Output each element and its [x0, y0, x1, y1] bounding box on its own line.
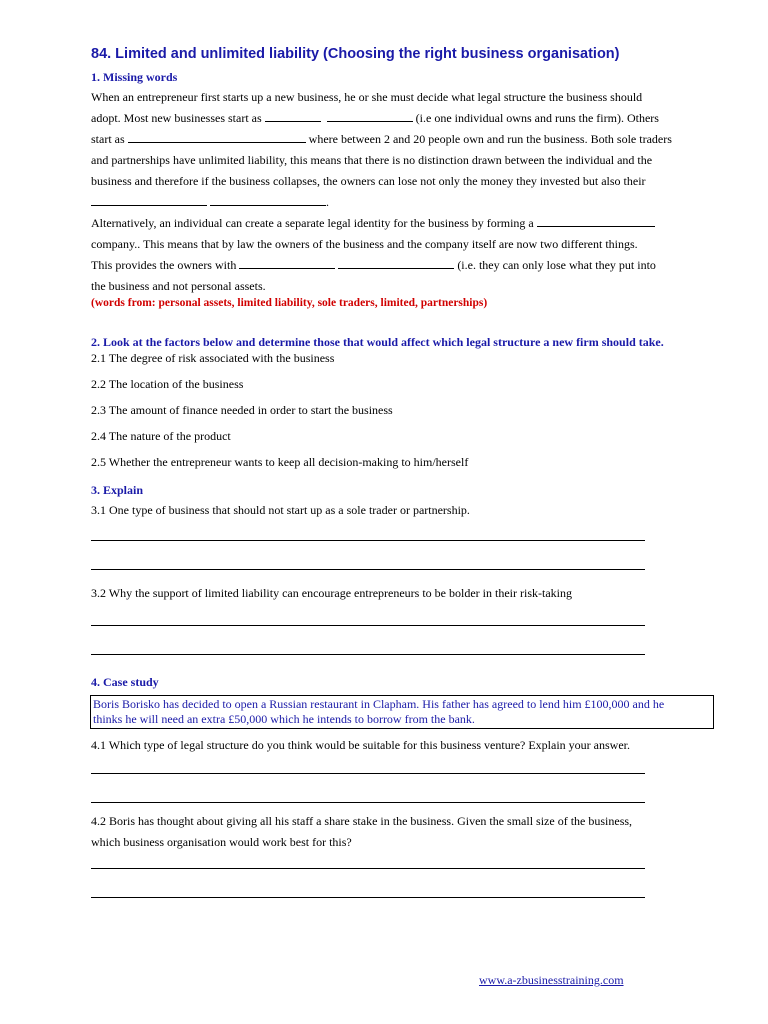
blank[interactable]: [537, 214, 655, 227]
section1-text: When an entrepreneur first starts up a new business, he or she must decide what legal structure the business should: [91, 90, 643, 104]
section1-text: the business and not personal assets.: [91, 279, 266, 293]
worksheet: [91, 46, 711, 898]
factor-item: 2.1 The degree of risk associated with the business: [91, 351, 335, 365]
factor-item: 2.2 The location of the business: [91, 377, 244, 391]
blank[interactable]: [239, 256, 335, 269]
question-3-1: 3.1 One type of business that should not start up as a sole trader or partnership.: [91, 503, 470, 517]
section1-text: .: [91, 192, 711, 213]
case-text: thinks he will need an extra £50,000 which he intends to borrow from the bank.: [93, 712, 475, 726]
section3-heading: 3. Explain: [91, 483, 144, 497]
case-study-box: [90, 695, 714, 729]
answer-line[interactable]: [91, 897, 645, 898]
case-text: Boris Borisko has decided to open a Russian restaurant in Clapham. His father has agreed to lend him £100,000 and he: [93, 697, 665, 711]
answer-line[interactable]: [91, 569, 645, 570]
section1-text: and partnerships have unlimited liability, this means that there is no distinction drawn between the individual and the: [91, 153, 653, 167]
section1-text: adopt. Most new businesses start as (i.e one individual owns and runs the firm). Others: [91, 111, 659, 125]
question-3-2: 3.2 Why the support of limited liability can encourage entrepreneurs to be bolder in their risk-taking: [91, 586, 572, 600]
word-bank: (words from: personal assets, limited liability, sole traders, limited, partnerships): [91, 297, 488, 309]
section1-text: start as where between 2 and 20 people own and run the business. Both sole traders: [91, 132, 672, 146]
section1-text: This provides the owners with (i.e. they can only lose what they put into: [91, 258, 656, 272]
section1-text: company.. This means that by law the owners of the business and the company itself are now two different things.: [91, 237, 638, 251]
page-title: 84. Limited and unlimited liability (Choosing the right business organisation): [91, 46, 620, 62]
blank[interactable]: [327, 109, 413, 122]
section4-heading: 4. Case study: [91, 675, 159, 689]
section1-text: Alternatively, an individual can create a separate legal identity for the business by forming a: [91, 213, 711, 234]
answer-line[interactable]: [91, 625, 645, 626]
answer-line[interactable]: [91, 802, 645, 803]
blank[interactable]: [210, 193, 326, 206]
answer-line[interactable]: [91, 773, 645, 774]
factor-item: 2.5 Whether the entrepreneur wants to keep all decision-making to him/herself: [91, 455, 469, 469]
question-4-2: which business organisation would work best for this?: [91, 835, 352, 849]
section2-heading: 2. Look at the factors below and determine those that would affect which legal structure a new firm should take.: [91, 335, 664, 349]
answer-line[interactable]: [91, 868, 645, 869]
question-4-1: 4.1 Which type of legal structure do you think would be suitable for this business venture? Explain your answer.: [91, 738, 630, 752]
footer-link[interactable]: www.a-zbusinesstraining.com: [479, 973, 624, 987]
section1-text: business and therefore if the business collapses, the owners can lose not only the money they invested but also their: [91, 174, 646, 188]
blank[interactable]: [265, 109, 321, 122]
answer-line[interactable]: [91, 540, 645, 541]
factor-item: 2.4 The nature of the product: [91, 429, 231, 443]
factor-item: 2.3 The amount of finance needed in order to start the business: [91, 403, 393, 417]
blank[interactable]: [128, 130, 306, 143]
section1-heading: 1. Missing words: [91, 70, 178, 84]
blank[interactable]: [91, 193, 207, 206]
blank[interactable]: [338, 256, 454, 269]
answer-line[interactable]: [91, 654, 645, 655]
question-4-2: 4.2 Boris has thought about giving all his staff a share stake in the business. Given the small size of the business,: [91, 814, 633, 828]
